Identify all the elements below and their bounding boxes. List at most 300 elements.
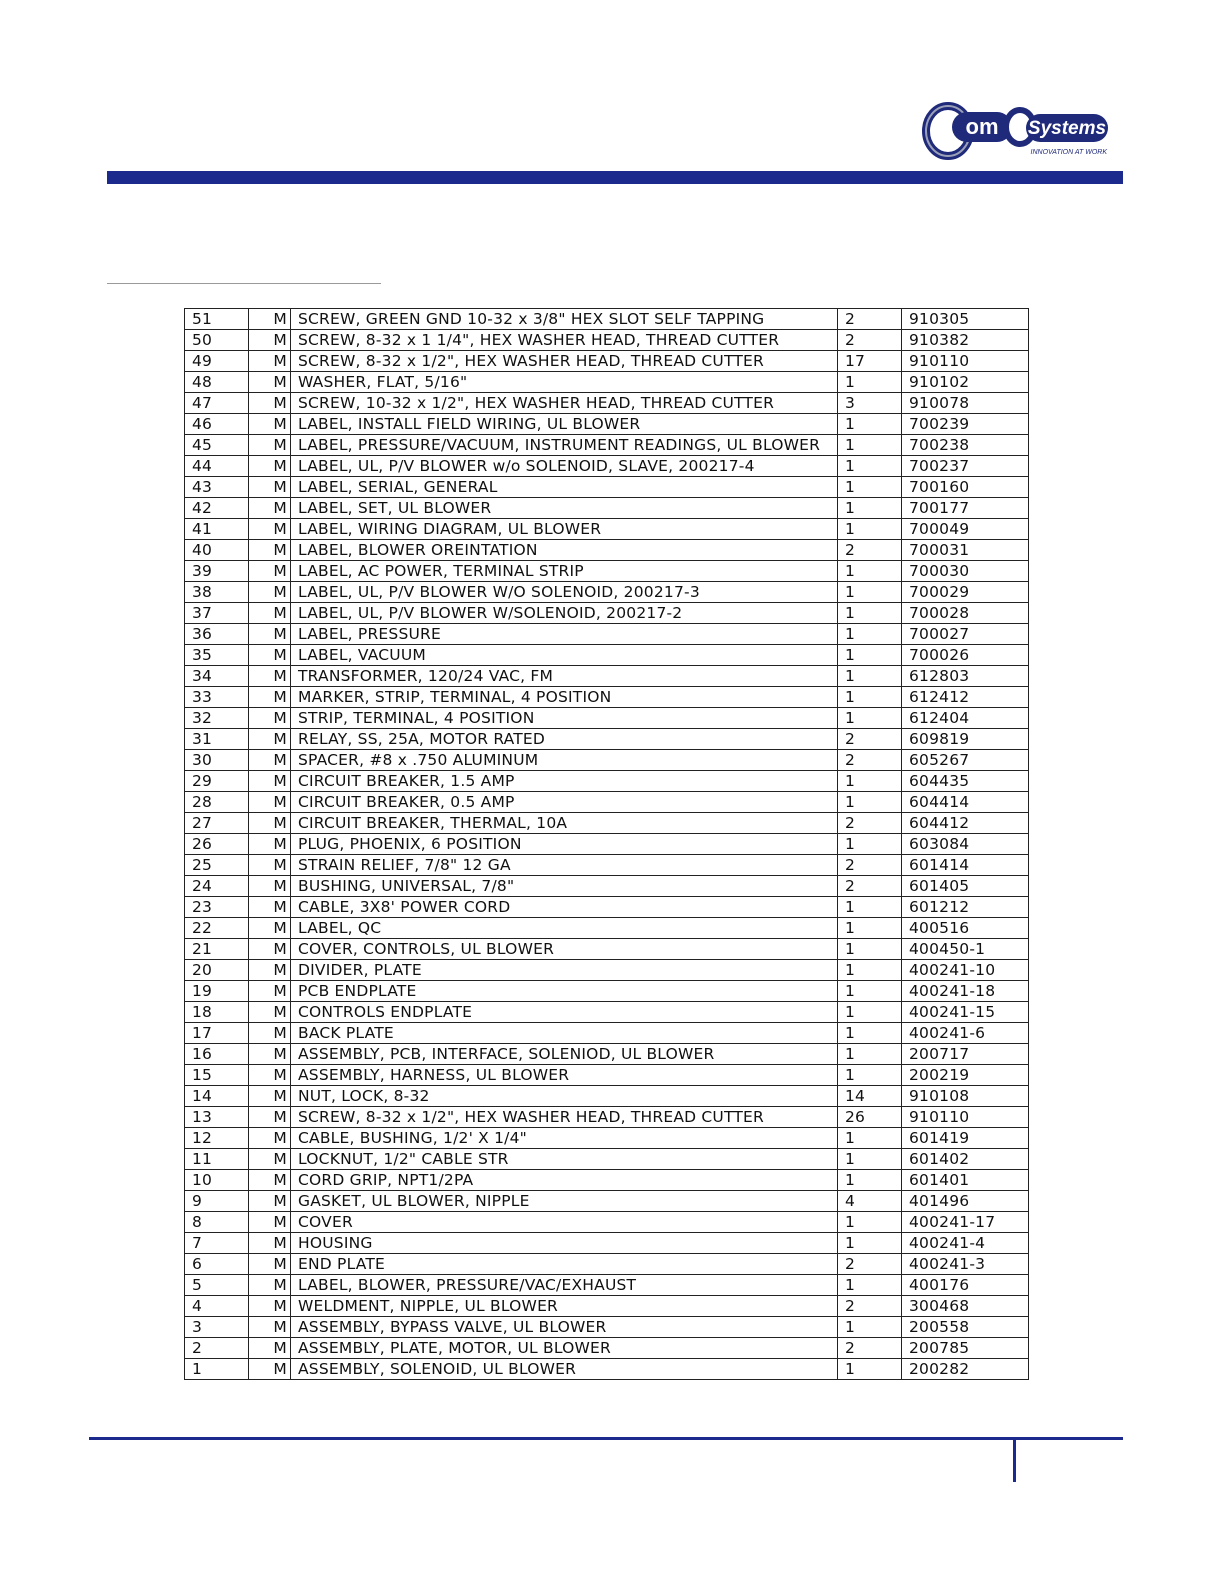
cell-quantity: 1 <box>838 498 902 519</box>
cell-code: M <box>249 750 291 771</box>
cell-description: LABEL, VACUUM <box>291 645 838 666</box>
cell-code: M <box>249 1065 291 1086</box>
cell-quantity: 1 <box>838 1065 902 1086</box>
cell-quantity: 1 <box>838 897 902 918</box>
cell-item-number: 37 <box>185 603 249 624</box>
cell-description: COVER, CONTROLS, UL BLOWER <box>291 939 838 960</box>
cell-code: M <box>249 351 291 372</box>
cell-description: LABEL, PRESSURE <box>291 624 838 645</box>
cell-code: M <box>249 876 291 897</box>
cell-code: M <box>249 456 291 477</box>
cell-description: PCB ENDPLATE <box>291 981 838 1002</box>
cell-description: SCREW, 8-32 x 1 1/4", HEX WASHER HEAD, THREAD CUTTER <box>291 330 838 351</box>
table-row <box>185 477 1029 498</box>
cell-description: SCREW, 10-32 x 1/2", HEX WASHER HEAD, THREAD CUTTER <box>291 393 838 414</box>
cell-part-number: 601419 <box>902 1128 1029 1149</box>
table-row <box>185 624 1029 645</box>
cell-code: M <box>249 687 291 708</box>
table-row <box>185 1317 1029 1338</box>
table-row <box>185 645 1029 666</box>
cell-item-number: 11 <box>185 1149 249 1170</box>
cell-code: M <box>249 435 291 456</box>
cell-quantity: 1 <box>838 1044 902 1065</box>
cell-item-number: 6 <box>185 1254 249 1275</box>
cell-code: M <box>249 1296 291 1317</box>
cell-quantity: 2 <box>838 813 902 834</box>
table-row <box>185 1128 1029 1149</box>
table-row <box>185 372 1029 393</box>
cell-description: ASSEMBLY, HARNESS, UL BLOWER <box>291 1065 838 1086</box>
cell-description: LABEL, WIRING DIAGRAM, UL BLOWER <box>291 519 838 540</box>
cell-item-number: 48 <box>185 372 249 393</box>
cell-code: M <box>249 1170 291 1191</box>
cell-quantity: 1 <box>838 1002 902 1023</box>
cell-quantity: 2 <box>838 1254 902 1275</box>
cell-quantity: 1 <box>838 561 902 582</box>
cell-quantity: 1 <box>838 918 902 939</box>
cell-description: LABEL, QC <box>291 918 838 939</box>
cell-description: NUT, LOCK, 8-32 <box>291 1086 838 1107</box>
cell-quantity: 3 <box>838 393 902 414</box>
cell-quantity: 1 <box>838 435 902 456</box>
cell-item-number: 9 <box>185 1191 249 1212</box>
cell-quantity: 1 <box>838 1212 902 1233</box>
cell-code: M <box>249 1044 291 1065</box>
cell-code: M <box>249 1107 291 1128</box>
cell-quantity: 1 <box>838 414 902 435</box>
table-row <box>185 1233 1029 1254</box>
cell-quantity: 1 <box>838 1023 902 1044</box>
cell-code: M <box>249 834 291 855</box>
cell-code: M <box>249 1275 291 1296</box>
cell-quantity: 1 <box>838 519 902 540</box>
cell-part-number: 604412 <box>902 813 1029 834</box>
cell-item-number: 23 <box>185 897 249 918</box>
table-row <box>185 1065 1029 1086</box>
cell-quantity: 2 <box>838 309 902 330</box>
cell-quantity: 1 <box>838 1317 902 1338</box>
cell-description: STRIP, TERMINAL, 4 POSITION <box>291 708 838 729</box>
cell-code: M <box>249 498 291 519</box>
cell-quantity: 2 <box>838 1296 902 1317</box>
cell-code: M <box>249 960 291 981</box>
cell-part-number: 612803 <box>902 666 1029 687</box>
cell-item-number: 40 <box>185 540 249 561</box>
cell-description: LABEL, UL, P/V BLOWER W/SOLENOID, 200217-2 <box>291 603 838 624</box>
cell-code: M <box>249 645 291 666</box>
table-row <box>185 351 1029 372</box>
cell-part-number: 910108 <box>902 1086 1029 1107</box>
cell-part-number: 200785 <box>902 1338 1029 1359</box>
cell-quantity: 1 <box>838 645 902 666</box>
table-row <box>185 330 1029 351</box>
section-rule <box>107 283 381 284</box>
cell-part-number: 300468 <box>902 1296 1029 1317</box>
cell-part-number: 603084 <box>902 834 1029 855</box>
cell-item-number: 4 <box>185 1296 249 1317</box>
parts-list-table <box>184 308 1029 1380</box>
cell-quantity: 1 <box>838 1128 902 1149</box>
cell-item-number: 45 <box>185 435 249 456</box>
cell-part-number: 700030 <box>902 561 1029 582</box>
cell-item-number: 17 <box>185 1023 249 1044</box>
cell-part-number: 601401 <box>902 1170 1029 1191</box>
cell-part-number: 700027 <box>902 624 1029 645</box>
cell-description: CABLE, BUSHING, 1/2' X 1/4" <box>291 1128 838 1149</box>
table-row <box>185 1149 1029 1170</box>
cell-part-number: 700031 <box>902 540 1029 561</box>
cell-quantity: 1 <box>838 960 902 981</box>
cell-description: HOUSING <box>291 1233 838 1254</box>
cell-quantity: 1 <box>838 1359 902 1380</box>
cell-item-number: 28 <box>185 792 249 813</box>
cell-item-number: 47 <box>185 393 249 414</box>
table-row <box>185 1107 1029 1128</box>
cell-part-number: 700160 <box>902 477 1029 498</box>
cell-description: ASSEMBLY, SOLENOID, UL BLOWER <box>291 1359 838 1380</box>
cell-description: SCREW, 8-32 x 1/2", HEX WASHER HEAD, THREAD CUTTER <box>291 1107 838 1128</box>
cell-code: M <box>249 939 291 960</box>
cell-part-number: 601414 <box>902 855 1029 876</box>
cell-item-number: 44 <box>185 456 249 477</box>
cell-item-number: 3 <box>185 1317 249 1338</box>
cell-part-number: 700238 <box>902 435 1029 456</box>
cell-description: BACK PLATE <box>291 1023 838 1044</box>
cell-description: CORD GRIP, NPT1/2PA <box>291 1170 838 1191</box>
table-row <box>185 435 1029 456</box>
cell-part-number: 200219 <box>902 1065 1029 1086</box>
table-row <box>185 666 1029 687</box>
cell-quantity: 1 <box>838 477 902 498</box>
cell-part-number: 604414 <box>902 792 1029 813</box>
cell-part-number: 910382 <box>902 330 1029 351</box>
cell-description: BUSHING, UNIVERSAL, 7/8" <box>291 876 838 897</box>
table-row <box>185 603 1029 624</box>
cell-quantity: 2 <box>838 330 902 351</box>
cell-item-number: 33 <box>185 687 249 708</box>
cell-description: WASHER, FLAT, 5/16" <box>291 372 838 393</box>
cell-item-number: 25 <box>185 855 249 876</box>
cell-code: M <box>249 729 291 750</box>
cell-part-number: 400176 <box>902 1275 1029 1296</box>
cell-code: M <box>249 414 291 435</box>
cell-code: M <box>249 1149 291 1170</box>
cell-quantity: 2 <box>838 729 902 750</box>
cell-part-number: 400516 <box>902 918 1029 939</box>
cell-quantity: 17 <box>838 351 902 372</box>
cell-item-number: 15 <box>185 1065 249 1086</box>
table-row <box>185 960 1029 981</box>
cell-item-number: 51 <box>185 309 249 330</box>
cell-code: M <box>249 792 291 813</box>
cell-part-number: 400241-17 <box>902 1212 1029 1233</box>
cell-quantity: 2 <box>838 876 902 897</box>
table-row <box>185 1023 1029 1044</box>
cell-code: M <box>249 1254 291 1275</box>
cell-code: M <box>249 603 291 624</box>
cell-part-number: 401496 <box>902 1191 1029 1212</box>
cell-code: M <box>249 1002 291 1023</box>
cell-code: M <box>249 624 291 645</box>
cell-item-number: 21 <box>185 939 249 960</box>
cell-quantity: 2 <box>838 540 902 561</box>
cell-description: SCREW, GREEN GND 10-32 x 3/8" HEX SLOT SELF TAPPING <box>291 309 838 330</box>
table-row <box>185 897 1029 918</box>
cell-code: M <box>249 1023 291 1044</box>
cell-description: PLUG, PHOENIX, 6 POSITION <box>291 834 838 855</box>
cell-part-number: 700177 <box>902 498 1029 519</box>
cell-part-number: 400241-3 <box>902 1254 1029 1275</box>
cell-description: SCREW, 8-32 x 1/2", HEX WASHER HEAD, THREAD CUTTER <box>291 351 838 372</box>
cell-code: M <box>249 330 291 351</box>
cell-quantity: 1 <box>838 981 902 1002</box>
cell-code: M <box>249 981 291 1002</box>
cell-code: M <box>249 771 291 792</box>
table-row <box>185 1296 1029 1317</box>
cell-description: CABLE, 3X8' POWER CORD <box>291 897 838 918</box>
cell-part-number: 700239 <box>902 414 1029 435</box>
cell-part-number: 400241-6 <box>902 1023 1029 1044</box>
cell-description: SPACER, #8 x .750 ALUMINUM <box>291 750 838 771</box>
cell-description: LABEL, BLOWER, PRESSURE/VAC/EXHAUST <box>291 1275 838 1296</box>
cell-part-number: 910110 <box>902 1107 1029 1128</box>
cell-description: LABEL, INSTALL FIELD WIRING, UL BLOWER <box>291 414 838 435</box>
table-row <box>185 309 1029 330</box>
cell-description: STRAIN RELIEF, 7/8" 12 GA <box>291 855 838 876</box>
cell-code: M <box>249 477 291 498</box>
cell-item-number: 20 <box>185 960 249 981</box>
table-row <box>185 393 1029 414</box>
logo-tagline: INNOVATION AT WORK <box>1030 149 1107 156</box>
cell-part-number: 700237 <box>902 456 1029 477</box>
cell-item-number: 30 <box>185 750 249 771</box>
cell-description: COVER <box>291 1212 838 1233</box>
cell-quantity: 1 <box>838 456 902 477</box>
cell-description: LABEL, UL, P/V BLOWER w/o SOLENOID, SLAVE, 200217-4 <box>291 456 838 477</box>
cell-item-number: 46 <box>185 414 249 435</box>
cell-description: LABEL, UL, P/V BLOWER W/O SOLENOID, 200217-3 <box>291 582 838 603</box>
cell-code: M <box>249 582 291 603</box>
cell-code: M <box>249 309 291 330</box>
cell-quantity: 1 <box>838 771 902 792</box>
table-row <box>185 540 1029 561</box>
cell-item-number: 24 <box>185 876 249 897</box>
table-row <box>185 456 1029 477</box>
cell-part-number: 400241-4 <box>902 1233 1029 1254</box>
cell-description: CIRCUIT BREAKER, THERMAL, 10A <box>291 813 838 834</box>
cell-code: M <box>249 372 291 393</box>
cell-code: M <box>249 855 291 876</box>
table-row <box>185 939 1029 960</box>
cell-item-number: 34 <box>185 666 249 687</box>
cell-item-number: 27 <box>185 813 249 834</box>
cell-description: ASSEMBLY, PCB, INTERFACE, SOLENIOD, UL BLOWER <box>291 1044 838 1065</box>
cell-description: CIRCUIT BREAKER, 0.5 AMP <box>291 792 838 813</box>
cell-item-number: 2 <box>185 1338 249 1359</box>
logo-text-om: om <box>965 114 999 139</box>
table-row <box>185 519 1029 540</box>
cell-part-number: 612404 <box>902 708 1029 729</box>
cell-part-number: 910102 <box>902 372 1029 393</box>
cell-code: M <box>249 1359 291 1380</box>
cell-part-number: 200282 <box>902 1359 1029 1380</box>
cell-part-number: 612412 <box>902 687 1029 708</box>
cell-code: M <box>249 1128 291 1149</box>
cell-quantity: 1 <box>838 792 902 813</box>
cell-description: LOCKNUT, 1/2" CABLE STR <box>291 1149 838 1170</box>
cell-description: ASSEMBLY, BYPASS VALVE, UL BLOWER <box>291 1317 838 1338</box>
cell-part-number: 700029 <box>902 582 1029 603</box>
cell-quantity: 1 <box>838 1170 902 1191</box>
cell-item-number: 1 <box>185 1359 249 1380</box>
cell-item-number: 29 <box>185 771 249 792</box>
cell-quantity: 1 <box>838 1233 902 1254</box>
table-row <box>185 1212 1029 1233</box>
cell-part-number: 700026 <box>902 645 1029 666</box>
table-row <box>185 813 1029 834</box>
cell-code: M <box>249 897 291 918</box>
cell-quantity: 1 <box>838 1275 902 1296</box>
cell-quantity: 1 <box>838 708 902 729</box>
cell-description: LABEL, PRESSURE/VACUUM, INSTRUMENT READINGS, UL BLOWER <box>291 435 838 456</box>
cell-quantity: 1 <box>838 582 902 603</box>
cell-quantity: 2 <box>838 1338 902 1359</box>
cell-item-number: 49 <box>185 351 249 372</box>
cell-part-number: 200558 <box>902 1317 1029 1338</box>
cell-part-number: 910305 <box>902 309 1029 330</box>
cell-code: M <box>249 666 291 687</box>
cell-quantity: 14 <box>838 1086 902 1107</box>
cell-item-number: 18 <box>185 1002 249 1023</box>
cell-item-number: 26 <box>185 834 249 855</box>
table-row <box>185 981 1029 1002</box>
table-row <box>185 1254 1029 1275</box>
cell-code: M <box>249 918 291 939</box>
table-row <box>185 582 1029 603</box>
cell-description: RELAY, SS, 25A, MOTOR RATED <box>291 729 838 750</box>
cell-item-number: 31 <box>185 729 249 750</box>
cell-description: DIVIDER, PLATE <box>291 960 838 981</box>
cell-quantity: 1 <box>838 666 902 687</box>
table-row <box>185 750 1029 771</box>
cell-part-number: 604435 <box>902 771 1029 792</box>
table-row <box>185 1086 1029 1107</box>
cell-quantity: 1 <box>838 603 902 624</box>
table-row <box>185 729 1029 750</box>
cell-part-number: 700049 <box>902 519 1029 540</box>
cell-item-number: 38 <box>185 582 249 603</box>
table-row <box>185 771 1029 792</box>
cell-item-number: 8 <box>185 1212 249 1233</box>
table-row <box>185 498 1029 519</box>
cell-code: M <box>249 1191 291 1212</box>
cell-item-number: 50 <box>185 330 249 351</box>
cell-quantity: 1 <box>838 939 902 960</box>
table-row <box>185 1002 1029 1023</box>
cell-part-number: 910110 <box>902 351 1029 372</box>
cell-item-number: 32 <box>185 708 249 729</box>
cell-description: CONTROLS ENDPLATE <box>291 1002 838 1023</box>
cell-description: TRANSFORMER, 120/24 VAC, FM <box>291 666 838 687</box>
cell-description: WELDMENT, NIPPLE, UL BLOWER <box>291 1296 838 1317</box>
cell-description: MARKER, STRIP, TERMINAL, 4 POSITION <box>291 687 838 708</box>
cell-part-number: 700028 <box>902 603 1029 624</box>
cell-quantity: 1 <box>838 687 902 708</box>
table-row <box>185 792 1029 813</box>
cell-item-number: 22 <box>185 918 249 939</box>
cell-code: M <box>249 708 291 729</box>
cell-item-number: 35 <box>185 645 249 666</box>
footer-bar <box>89 1437 1123 1440</box>
cell-part-number: 605267 <box>902 750 1029 771</box>
table-row <box>185 834 1029 855</box>
cell-item-number: 39 <box>185 561 249 582</box>
cell-item-number: 13 <box>185 1107 249 1128</box>
cell-code: M <box>249 1317 291 1338</box>
cell-part-number: 601405 <box>902 876 1029 897</box>
cell-quantity: 2 <box>838 750 902 771</box>
cell-description: LABEL, AC POWER, TERMINAL STRIP <box>291 561 838 582</box>
company-logo <box>922 100 1112 162</box>
table-row <box>185 876 1029 897</box>
cell-part-number: 400241-18 <box>902 981 1029 1002</box>
cell-code: M <box>249 561 291 582</box>
table-row <box>185 561 1029 582</box>
cell-quantity: 1 <box>838 624 902 645</box>
cell-item-number: 43 <box>185 477 249 498</box>
cell-part-number: 910078 <box>902 393 1029 414</box>
cell-description: LABEL, BLOWER OREINTATION <box>291 540 838 561</box>
cell-code: M <box>249 1233 291 1254</box>
cell-item-number: 19 <box>185 981 249 1002</box>
table-row <box>185 918 1029 939</box>
table-row <box>185 1191 1029 1212</box>
cell-part-number: 609819 <box>902 729 1029 750</box>
table-row <box>185 855 1029 876</box>
table-row <box>185 1170 1029 1191</box>
cell-description: LABEL, SERIAL, GENERAL <box>291 477 838 498</box>
logo-text-systems: Systems <box>1027 118 1107 139</box>
cell-item-number: 41 <box>185 519 249 540</box>
cell-code: M <box>249 393 291 414</box>
company-logo-mark <box>922 100 1112 162</box>
cell-item-number: 10 <box>185 1170 249 1191</box>
cell-item-number: 12 <box>185 1128 249 1149</box>
cell-quantity: 1 <box>838 834 902 855</box>
cell-quantity: 1 <box>838 1149 902 1170</box>
table-row <box>185 708 1029 729</box>
cell-part-number: 601212 <box>902 897 1029 918</box>
cell-description: CIRCUIT BREAKER, 1.5 AMP <box>291 771 838 792</box>
cell-description: ASSEMBLY, PLATE, MOTOR, UL BLOWER <box>291 1338 838 1359</box>
cell-quantity: 26 <box>838 1107 902 1128</box>
cell-description: LABEL, SET, UL BLOWER <box>291 498 838 519</box>
cell-item-number: 16 <box>185 1044 249 1065</box>
cell-part-number: 400241-15 <box>902 1002 1029 1023</box>
table-row <box>185 1044 1029 1065</box>
cell-code: M <box>249 1338 291 1359</box>
cell-item-number: 7 <box>185 1233 249 1254</box>
cell-code: M <box>249 540 291 561</box>
cell-part-number: 400241-10 <box>902 960 1029 981</box>
cell-part-number: 200717 <box>902 1044 1029 1065</box>
table-row <box>185 1359 1029 1380</box>
cell-part-number: 400450-1 <box>902 939 1029 960</box>
cell-code: M <box>249 519 291 540</box>
cell-part-number: 601402 <box>902 1149 1029 1170</box>
cell-code: M <box>249 1212 291 1233</box>
cell-code: M <box>249 813 291 834</box>
